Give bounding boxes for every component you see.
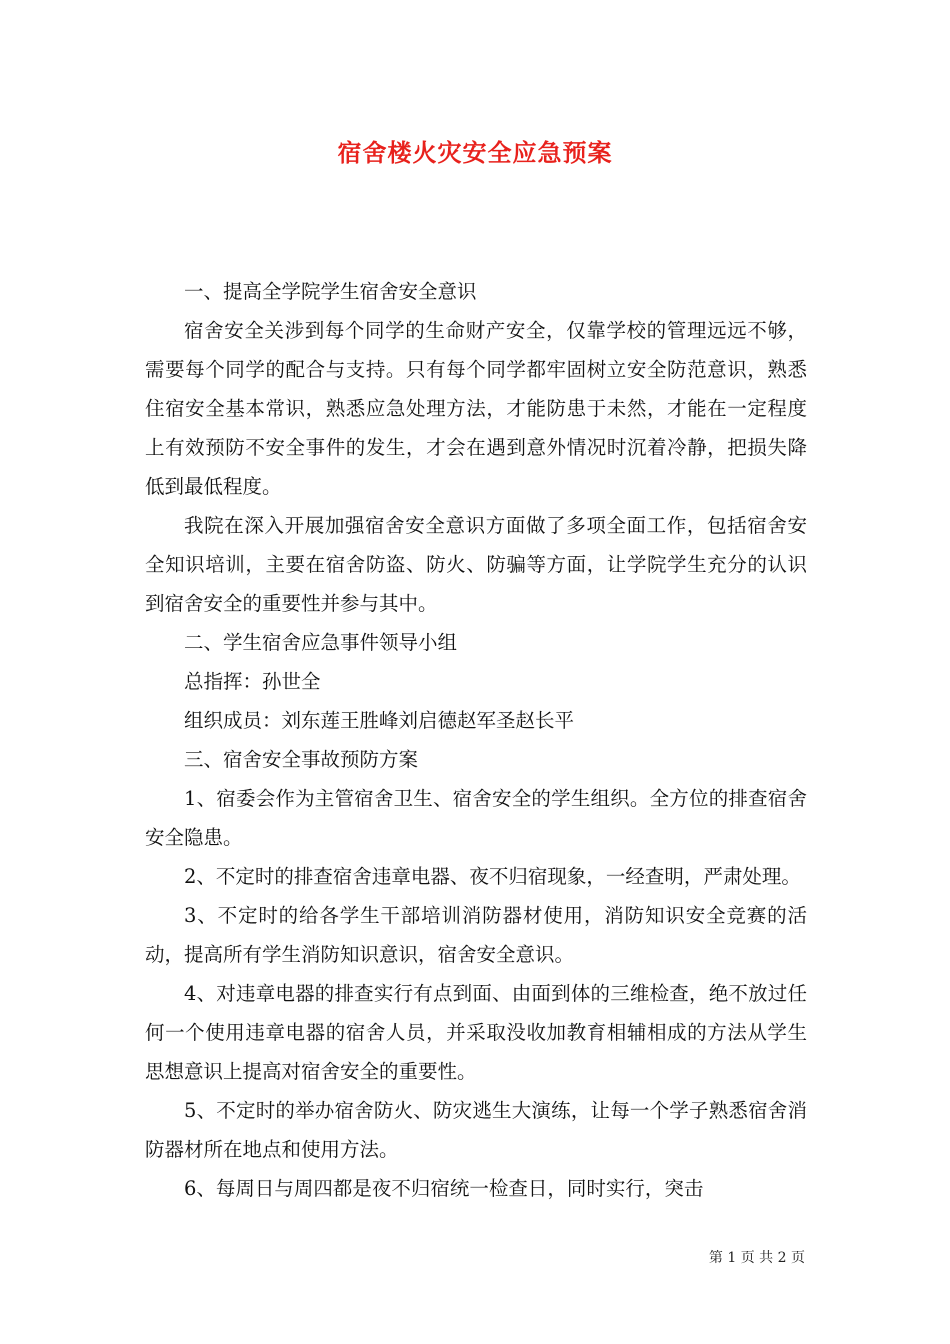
list-item: 2、不定时的排查宿舍违章电器、夜不归宿现象，一经查明，严肃处理。 bbox=[184, 865, 801, 888]
members-line: 组织成员：刘东莲王胜峰刘启德赵军圣赵长平 bbox=[184, 709, 575, 732]
section-heading-3: 三、宿舍安全事故预防方案 bbox=[184, 748, 419, 771]
document-title: 宿舍楼火灾安全应急预案 bbox=[337, 139, 613, 167]
paragraph: 我院在深入开展加强宿舍安全意识方面做了多项全面工作，包括宿舍安全知识培训，主要在宿舍防盗、防火、防骗等方面，让学院学生充分的认识到宿舍安全的重要性并参与其中。 bbox=[145, 514, 807, 615]
page-number: 第 1 页 共 2 页 bbox=[708, 1250, 805, 1266]
document-body bbox=[145, 272, 807, 1208]
list-item: 3、不定时的给各学生干部培训消防器材使用，消防知识安全竞赛的活动，提高所有学生消防知识意识，宿舍安全意识。 bbox=[145, 904, 807, 966]
list-item: 5、不定时的举办宿舍防火、防灾逃生大演练，让每一个学子熟悉宿舍消防器材所在地点和使用方法。 bbox=[145, 1099, 807, 1161]
paragraph: 宿舍安全关涉到每个同学的生命财产安全，仅靠学校的管理远远不够，需要每个同学的配合与支持。只有每个同学都牢固树立安全防范意识，熟悉住宿安全基本常识，熟悉应急处理方法，才能防患于未然，才能在一定程度上有效预防不安全事件的发生，才会在遇到意外情况时沉着冷静，把损失降低到最低程度。 bbox=[145, 319, 807, 498]
commander-line: 总指挥：孙世全 bbox=[184, 670, 321, 693]
list-item: 1、宿委会作为主管宿舍卫生、宿舍安全的学生组织。全方位的排查宿舍安全隐患。 bbox=[145, 787, 807, 849]
section-heading-1: 一、提高全学院学生宿舍安全意识 bbox=[184, 280, 477, 303]
section-heading-2: 二、学生宿舍应急事件领导小组 bbox=[184, 631, 458, 654]
list-item: 6、每周日与周四都是夜不归宿统一检查日，同时实行，突击 bbox=[184, 1177, 704, 1200]
list-item: 4、对违章电器的排查实行有点到面、由面到体的三维检查，绝不放过任何一个使用违章电器的宿舍人员，并采取没收加教育相辅相成的方法从学生思想意识上提高对宿舍安全的重要性。 bbox=[145, 982, 807, 1083]
